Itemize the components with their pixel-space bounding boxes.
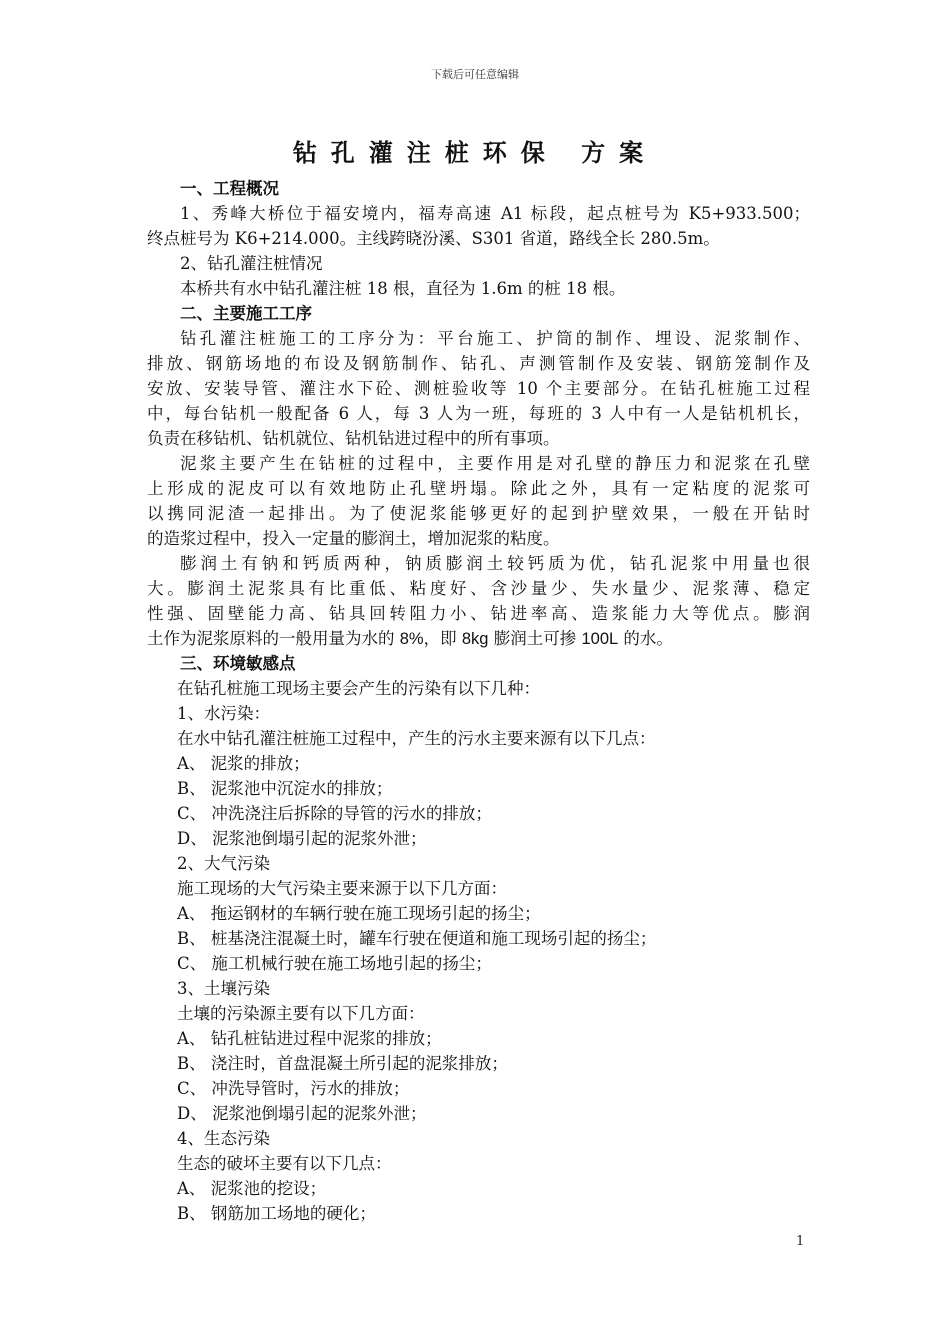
list-line: 在钻孔桩施工现场主要会产生的污染有以下几种： — [177, 679, 540, 698]
list-line: C、 冲洗导管时，污水的排放； — [177, 1079, 410, 1098]
section-heading: 一、工程概况 — [180, 179, 279, 198]
paragraph-line: 膨润土有钠和钙质两种，钠质膨润土较钙质为优，钻孔泥浆中用量也很 — [180, 554, 810, 573]
paragraph-line: 中，每台钻机一般配备 6 人，每 3 人为一班，每班的 3 人中有一人是钻机机长， — [147, 404, 810, 423]
document-body — [147, 176, 810, 1226]
paragraph-line: 安放、安装导管、灌注水下砼、测桩验收等 10 个主要部分。在钻孔桩施工过程 — [147, 379, 810, 398]
paragraph-line: 性强、固壁能力高、钻具回转阻力小、钻进率高、造浆能力大等优点。膨润 — [147, 604, 810, 623]
list-line: 4、生态污染 — [177, 1129, 270, 1148]
paragraph-line: 1、秀峰大桥位于福安境内，福寿高速 A1 标段，起点桩号为 K5+933.500； — [180, 204, 810, 223]
page-header-note: 下载后可任意编辑 — [431, 68, 519, 81]
list-line: C、 施工机械行驶在施工场地引起的扬尘； — [177, 954, 492, 973]
text-run: 8% — [399, 630, 424, 648]
paragraph-line: 的造浆过程中，投入一定量的膨润土，增加泥浆的粘度。 — [147, 529, 560, 548]
list-line: 土壤的污染源主要有以下几方面： — [177, 1004, 425, 1023]
paragraph-line: 大。膨润土泥浆具有比重低、粘度好、含沙量少、失水量少、泥浆薄、稳定 — [147, 579, 810, 598]
list-line: 3、土壤污染 — [177, 979, 270, 998]
list-line: B、 泥浆池中沉淀水的排放； — [177, 779, 393, 798]
list-line: B、 钢筋加工场地的硬化； — [177, 1204, 376, 1223]
list-line: 生态的破坏主要有以下几点： — [177, 1154, 392, 1173]
text-run: 8kg — [461, 630, 489, 648]
text-run: ，即 — [423, 629, 462, 648]
paragraph-line: 以携同泥渣一起排出。为了使泥浆能够更好的起到护壁效果，一般在开钻时 — [147, 504, 810, 523]
list-line: A、 钻孔桩钻进过程中泥浆的排放； — [177, 1029, 442, 1048]
paragraph-line — [147, 626, 810, 651]
section-heading: 二、主要施工工序 — [180, 304, 312, 323]
text-run: 土作为泥浆原料的一般用量为水的 — [147, 629, 400, 648]
paragraph-line: 本桥共有水中钻孔灌注桩 18 根，直径为 1.6m 的桩 18 根。 — [180, 279, 626, 298]
paragraph-line: 上形成的泥皮可以有效地防止孔壁坍塌。除此之外，具有一定粘度的泥浆可 — [147, 479, 810, 498]
paragraph-line: 泥浆主要产生在钻桩的过程中，主要作用是对孔壁的静压力和泥浆在孔壁 — [180, 454, 810, 473]
text-run: 膨润土可掺 — [488, 629, 582, 648]
list-line: C、 冲洗浇注后拆除的导管的污水的排放； — [177, 804, 492, 823]
paragraph-line: 钻孔灌注桩施工的工序分为：平台施工、护筒的制作、埋设、泥浆制作、 — [180, 329, 810, 348]
paragraph-line: 终点桩号为 K6+214.000。主线跨晓汾溪、S301 省道，路线全长 280.5m。 — [147, 229, 720, 248]
text-run: 100L — [581, 630, 619, 648]
list-line: 2、大气污染 — [177, 854, 270, 873]
list-line: 施工现场的大气污染主要来源于以下几方面： — [177, 879, 507, 898]
document-title: 钻孔灌注桩环保 方案 — [292, 139, 658, 167]
list-line: A、 拖运钢材的车辆行驶在施工现场引起的扬尘； — [177, 904, 541, 923]
list-line: B、 桩基浇注混凝土时，罐车行驶在便道和施工现场引起的扬尘； — [177, 929, 657, 948]
paragraph-line: 2、钻孔灌注桩情况 — [180, 254, 323, 273]
paragraph-line: 排放、钢筋场地的布设及钢筋制作、钻孔、声测管制作及安装、钢筋笼制作及 — [147, 354, 810, 373]
list-line: 1、水污染： — [177, 704, 270, 723]
page-number: 1 — [796, 1234, 805, 1249]
list-line: A、 泥浆的排放； — [177, 754, 310, 773]
text-run: 的水。 — [618, 629, 673, 648]
paragraph-line: 负责在移钻机、钻机就位、钻机钻进过程中的所有事项。 — [147, 429, 560, 448]
list-line: D、 泥浆池倒塌引起的泥浆外泄； — [177, 829, 427, 848]
section-heading: 三、环境敏感点 — [180, 654, 296, 673]
list-line: A、 泥浆池的挖设； — [177, 1179, 327, 1198]
list-line: D、 泥浆池倒塌引起的泥浆外泄； — [177, 1104, 427, 1123]
list-line: 在水中钻孔灌注桩施工过程中，产生的污水主要来源有以下几点： — [177, 729, 656, 748]
list-line: B、 浇注时，首盘混凝土所引起的泥浆排放； — [177, 1054, 508, 1073]
